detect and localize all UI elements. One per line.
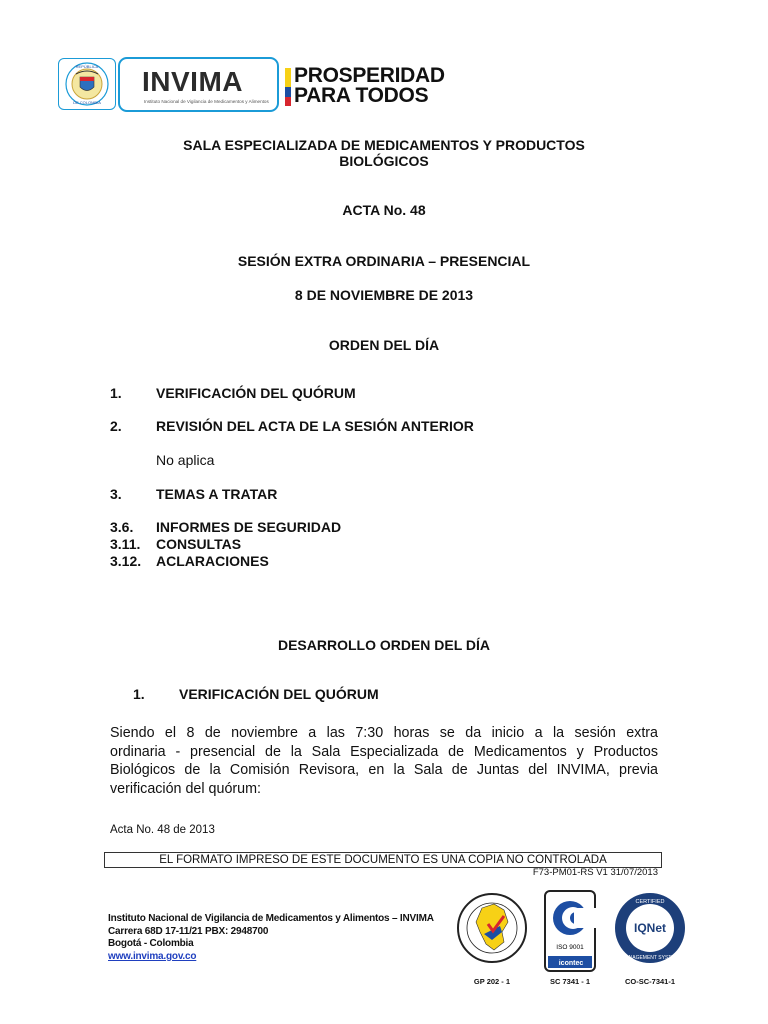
seal-top-text: REPÚBLICA <box>75 64 99 69</box>
document-title-line-2: BIOLÓGICOS <box>339 153 429 169</box>
document-title-line-1: SALA ESPECIALIZADA DE MEDICAMENTOS Y PRODUCTOS <box>183 137 585 153</box>
address-line: Carrera 68D 17-11/21 PBX: 2948700 <box>108 925 269 937</box>
institution-address <box>108 913 434 963</box>
session-type: SESIÓN EXTRA ORDINARIA – PRESENCIAL <box>237 253 531 269</box>
agenda-item: 3.6. INFORMES DE SEGURIDAD <box>110 519 342 535</box>
paragraph-line: verificación del quórum: <box>110 780 261 797</box>
iqnet-ring-top: CERTIFIED <box>635 899 665 905</box>
icontec-certificate-code: SC 7341 - 1 <box>549 977 591 986</box>
icontec-brand: icontec <box>558 960 584 967</box>
colombia-seal-logo <box>58 58 116 110</box>
acta-number: ACTA No. 48 <box>342 202 426 218</box>
iso-label: ISO 9001 <box>556 944 584 951</box>
agenda-item: 3.12. ACLARACIONES <box>110 553 269 569</box>
prosperidad-logo <box>285 66 450 108</box>
invima-logo-subtitle: Instituto Nacional de Vigilancia de Medicamentos y Alimentos <box>144 99 269 104</box>
agenda-item: 1. VERIFICACIÓN DEL QUÓRUM <box>110 385 356 401</box>
gp-certificate-logo <box>450 890 534 990</box>
form-code: F73-PM01-RS V1 31/07/2013 <box>532 867 658 878</box>
iqnet-certificate-code: CO-SC-7341-1 <box>624 977 676 986</box>
uncontrolled-copy-notice: EL FORMATO IMPRESO DE ESTE DOCUMENTO ES UNA COPIA NO CONTROLADA <box>104 852 662 868</box>
iqnet-brand: IQNet <box>633 921 667 935</box>
colombia-flag-bar <box>285 68 291 106</box>
gp-certificate-code: GP 202 - 1 <box>473 977 511 986</box>
quorum-paragraph <box>110 724 658 798</box>
colombia-map-seal-icon <box>450 890 534 968</box>
seal-bottom-text: DE COLOMBIA <box>73 100 101 105</box>
iqnet-icon <box>612 890 688 968</box>
slogan-line-1: PROSPERIDAD <box>294 64 445 87</box>
coat-of-arms-icon <box>62 60 112 108</box>
paragraph-line: ordinaria - presencial de la Sala Especializada de Medicamentos y Productos <box>110 743 658 760</box>
address-line: Bogotá - Colombia <box>108 938 194 950</box>
paragraph-line: Biológicos de la Comisión Revisora, en la Sala de Juntas del INVIMA, previa <box>110 762 658 778</box>
development-title: DESARROLLO ORDEN DEL DÍA <box>277 637 491 653</box>
session-date: 8 DE NOVIEMBRE DE 2013 <box>294 287 474 303</box>
agenda-item: 3. TEMAS A TRATAR <box>110 486 278 502</box>
invima-logo <box>118 57 279 112</box>
icontec-icon <box>544 890 596 972</box>
agenda-title: ORDEN DEL DÍA <box>328 337 440 353</box>
paragraph-line: Siendo el 8 de noviembre a las 7:30 horas se da inicio a la sesión extra <box>110 725 658 741</box>
website-link[interactable]: www.invima.gov.co <box>108 950 197 962</box>
address-line: Instituto Nacional de Vigilancia de Medicamentos y Alimentos – INVIMA <box>108 913 434 924</box>
agenda-item: 3.11. CONSULTAS <box>110 536 242 552</box>
acta-reference: Acta No. 48 de 2013 <box>110 824 215 836</box>
icontec-certificate-logo <box>544 890 596 990</box>
invima-logo-text: INVIMA <box>142 66 243 97</box>
iqnet-certificate-logo <box>612 890 688 990</box>
agenda-item: 2. REVISIÓN DEL ACTA DE LA SESIÓN ANTERIOR <box>110 418 474 434</box>
no-aplica-note: No aplica <box>156 452 215 468</box>
section-heading: 1. VERIFICACIÓN DEL QUÓRUM <box>133 686 379 702</box>
iqnet-ring-bottom: MANAGEMENT SYSTEM <box>621 955 679 961</box>
slogan-line-2: PARA TODOS <box>294 84 429 107</box>
